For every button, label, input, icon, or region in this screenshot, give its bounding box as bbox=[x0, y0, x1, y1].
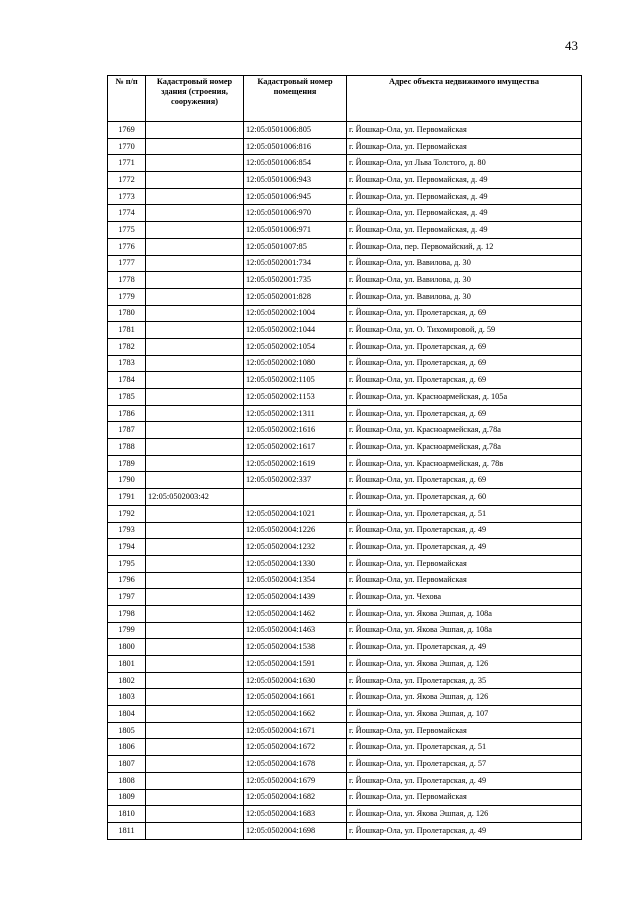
table-row bbox=[108, 639, 582, 656]
table-row bbox=[108, 656, 582, 673]
address: г. Йошкар-Ола, ул. Якова Эшпая, д. 126 bbox=[347, 656, 582, 673]
table-row bbox=[108, 405, 582, 422]
building-cadastral-number bbox=[146, 155, 244, 172]
building-cadastral-number bbox=[146, 272, 244, 289]
address: г. Йошкар-Ола, ул. Первомайская bbox=[347, 122, 582, 139]
building-cadastral-number bbox=[146, 238, 244, 255]
table-row bbox=[108, 455, 582, 472]
building-cadastral-number bbox=[146, 789, 244, 806]
building-cadastral-number bbox=[146, 372, 244, 389]
building-cadastral-number bbox=[146, 439, 244, 456]
row-number: 1798 bbox=[108, 605, 146, 622]
premises-cadastral-number: 12:05:0501006:945 bbox=[244, 188, 347, 205]
building-cadastral-number bbox=[146, 756, 244, 773]
building-cadastral-number bbox=[146, 405, 244, 422]
row-number: 1771 bbox=[108, 155, 146, 172]
row-number: 1797 bbox=[108, 589, 146, 606]
address: г. Йошкар-Ола, ул. Вавилова, д. 30 bbox=[347, 272, 582, 289]
row-number: 1779 bbox=[108, 288, 146, 305]
address: г. Йошкар-Ола, ул. Красноармейская, д. 78в bbox=[347, 455, 582, 472]
building-cadastral-number bbox=[146, 656, 244, 673]
table-row bbox=[108, 672, 582, 689]
building-cadastral-number bbox=[146, 205, 244, 222]
table-row bbox=[108, 338, 582, 355]
premises-cadastral-number: 12:05:0502004:1439 bbox=[244, 589, 347, 606]
premises-cadastral-number: 12:05:0502002:1105 bbox=[244, 372, 347, 389]
address: г. Йошкар-Ола, ул. Якова Эшпая, д. 107 bbox=[347, 706, 582, 723]
building-cadastral-number bbox=[146, 772, 244, 789]
address: г. Йошкар-Ола, ул. Пролетарская, д. 69 bbox=[347, 305, 582, 322]
address: г. Йошкар-Ола, ул. Первомайская, д. 49 bbox=[347, 222, 582, 239]
address: г. Йошкар-Ола, ул. Первомайская bbox=[347, 722, 582, 739]
address: г. Йошкар-Ола, ул. Вавилова, д. 30 bbox=[347, 255, 582, 272]
address: г. Йошкар-Ола, ул. Пролетарская, д. 51 bbox=[347, 739, 582, 756]
address: г. Йошкар-Ола, ул. Пролетарская, д. 69 bbox=[347, 472, 582, 489]
address: г. Йошкар-Ола, ул. Пролетарская, д. 57 bbox=[347, 756, 582, 773]
premises-cadastral-number: 12:05:0502004:1226 bbox=[244, 522, 347, 539]
address: г. Йошкар-Ола, ул. Пролетарская, д. 51 bbox=[347, 505, 582, 522]
premises-cadastral-number: 12:05:0502004:1683 bbox=[244, 806, 347, 823]
building-cadastral-number bbox=[146, 522, 244, 539]
premises-cadastral-number: 12:05:0501006:854 bbox=[244, 155, 347, 172]
row-number: 1787 bbox=[108, 422, 146, 439]
table-row bbox=[108, 322, 582, 339]
address: г. Йошкар-Ола, ул. Вавилова, д. 30 bbox=[347, 288, 582, 305]
address: г. Йошкар-Ола, ул. Пролетарская, д. 69 bbox=[347, 338, 582, 355]
premises-cadastral-number: 12:05:0502004:1330 bbox=[244, 555, 347, 572]
address: г. Йошкар-Ола, ул. Первомайская, д. 49 bbox=[347, 188, 582, 205]
building-cadastral-number bbox=[146, 389, 244, 406]
premises-cadastral-number: 12:05:0502004:1671 bbox=[244, 722, 347, 739]
row-number: 1796 bbox=[108, 572, 146, 589]
address: г. Йошкар-Ола, ул. Чехова bbox=[347, 589, 582, 606]
building-cadastral-number bbox=[146, 689, 244, 706]
row-number: 1777 bbox=[108, 255, 146, 272]
table-row bbox=[108, 522, 582, 539]
table-row bbox=[108, 589, 582, 606]
address: г. Йошкар-Ола, ул. Красноармейская, д.78а bbox=[347, 439, 582, 456]
table-row bbox=[108, 572, 582, 589]
table-row bbox=[108, 722, 582, 739]
row-number: 1778 bbox=[108, 272, 146, 289]
address: г. Йошкар-Ола, ул. Якова Эшпая, д. 126 bbox=[347, 806, 582, 823]
row-number: 1808 bbox=[108, 772, 146, 789]
row-number: 1788 bbox=[108, 439, 146, 456]
row-number: 1805 bbox=[108, 722, 146, 739]
table-row bbox=[108, 422, 582, 439]
building-cadastral-number bbox=[146, 822, 244, 839]
table-body bbox=[108, 122, 582, 840]
building-cadastral-number bbox=[146, 539, 244, 556]
row-number: 1801 bbox=[108, 656, 146, 673]
table-row bbox=[108, 706, 582, 723]
table-row bbox=[108, 806, 582, 823]
address: г. Йошкар-Ола, ул. Якова Эшпая, д. 108а bbox=[347, 622, 582, 639]
row-number: 1799 bbox=[108, 622, 146, 639]
row-number: 1776 bbox=[108, 238, 146, 255]
building-cadastral-number bbox=[146, 622, 244, 639]
address: г. Йошкар-Ола, ул. О. Тихомировой, д. 59 bbox=[347, 322, 582, 339]
table-row bbox=[108, 122, 582, 139]
building-cadastral-number bbox=[146, 122, 244, 139]
header-address: Адрес объекта недвижимого имущества bbox=[347, 76, 582, 122]
address: г. Йошкар-Ола, ул. Пролетарская, д. 35 bbox=[347, 672, 582, 689]
row-number: 1804 bbox=[108, 706, 146, 723]
table-row bbox=[108, 439, 582, 456]
premises-cadastral-number: 12:05:0501006:805 bbox=[244, 122, 347, 139]
table-row bbox=[108, 505, 582, 522]
address: г. Йошкар-Ола, ул. Якова Эшпая, д. 108а bbox=[347, 605, 582, 622]
address: г. Йошкар-Ола, ул. Пролетарская, д. 49 bbox=[347, 822, 582, 839]
row-number: 1800 bbox=[108, 639, 146, 656]
building-cadastral-number bbox=[146, 172, 244, 189]
premises-cadastral-number: 12:05:0502002:1617 bbox=[244, 439, 347, 456]
row-number: 1791 bbox=[108, 489, 146, 506]
table-row bbox=[108, 155, 582, 172]
premises-cadastral-number: 12:05:0501006:943 bbox=[244, 172, 347, 189]
building-cadastral-number bbox=[146, 138, 244, 155]
premises-cadastral-number: 12:05:0502002:1153 bbox=[244, 389, 347, 406]
building-cadastral-number bbox=[146, 338, 244, 355]
premises-cadastral-number: 12:05:0502004:1462 bbox=[244, 605, 347, 622]
premises-cadastral-number: 12:05:0502001:734 bbox=[244, 255, 347, 272]
building-cadastral-number bbox=[146, 422, 244, 439]
premises-cadastral-number: 12:05:0502001:735 bbox=[244, 272, 347, 289]
table-row bbox=[108, 789, 582, 806]
premises-cadastral-number: 12:05:0502004:1698 bbox=[244, 822, 347, 839]
premises-cadastral-number: 12:05:0502002:1619 bbox=[244, 455, 347, 472]
table-row bbox=[108, 772, 582, 789]
row-number: 1790 bbox=[108, 472, 146, 489]
premises-cadastral-number: 12:05:0502004:1679 bbox=[244, 772, 347, 789]
table-row bbox=[108, 255, 582, 272]
premises-cadastral-number: 12:05:0502004:1678 bbox=[244, 756, 347, 773]
table-header bbox=[108, 76, 582, 122]
row-number: 1784 bbox=[108, 372, 146, 389]
premises-cadastral-number: 12:05:0502004:1672 bbox=[244, 739, 347, 756]
building-cadastral-number: 12:05:0502003:42 bbox=[146, 489, 244, 506]
table-row bbox=[108, 389, 582, 406]
premises-cadastral-number: 12:05:0502004:1662 bbox=[244, 706, 347, 723]
premises-cadastral-number: 12:05:0502002:1616 bbox=[244, 422, 347, 439]
address: г. Йошкар-Ола, ул. Первомайская, д. 49 bbox=[347, 205, 582, 222]
premises-cadastral-number: 12:05:0502004:1232 bbox=[244, 539, 347, 556]
address: г. Йошкар-Ола, ул. Красноармейская, д.78а bbox=[347, 422, 582, 439]
table-row bbox=[108, 689, 582, 706]
building-cadastral-number bbox=[146, 288, 244, 305]
building-cadastral-number bbox=[146, 322, 244, 339]
table-row bbox=[108, 489, 582, 506]
table-row bbox=[108, 205, 582, 222]
row-number: 1789 bbox=[108, 455, 146, 472]
address: г. Йошкар-Ола, ул. Якова Эшпая, д. 126 bbox=[347, 689, 582, 706]
table-row bbox=[108, 822, 582, 839]
row-number: 1807 bbox=[108, 756, 146, 773]
premises-cadastral-number bbox=[244, 489, 347, 506]
premises-cadastral-number: 12:05:0502002:337 bbox=[244, 472, 347, 489]
address: г. Йошкар-Ола, ул. Пролетарская, д. 69 bbox=[347, 355, 582, 372]
table-row bbox=[108, 756, 582, 773]
building-cadastral-number bbox=[146, 739, 244, 756]
address: г. Йошкар-Ола, ул. Пролетарская, д. 49 bbox=[347, 639, 582, 656]
address: г. Йошкар-Ола, ул. Пролетарская, д. 60 bbox=[347, 489, 582, 506]
row-number: 1809 bbox=[108, 789, 146, 806]
premises-cadastral-number: 12:05:0502004:1463 bbox=[244, 622, 347, 639]
address: г. Йошкар-Ола, ул. Пролетарская, д. 49 bbox=[347, 522, 582, 539]
premises-cadastral-number: 12:05:0501006:970 bbox=[244, 205, 347, 222]
row-number: 1802 bbox=[108, 672, 146, 689]
building-cadastral-number bbox=[146, 639, 244, 656]
premises-cadastral-number: 12:05:0502004:1538 bbox=[244, 639, 347, 656]
building-cadastral-number bbox=[146, 222, 244, 239]
row-number: 1773 bbox=[108, 188, 146, 205]
row-number: 1783 bbox=[108, 355, 146, 372]
row-number: 1782 bbox=[108, 338, 146, 355]
header-number: № п/п bbox=[108, 76, 146, 122]
building-cadastral-number bbox=[146, 605, 244, 622]
building-cadastral-number bbox=[146, 672, 244, 689]
table-row bbox=[108, 272, 582, 289]
row-number: 1785 bbox=[108, 389, 146, 406]
table-row bbox=[108, 739, 582, 756]
premises-cadastral-number: 12:05:0502004:1354 bbox=[244, 572, 347, 589]
page-number: 43 bbox=[565, 38, 578, 53]
building-cadastral-number bbox=[146, 722, 244, 739]
building-cadastral-number bbox=[146, 255, 244, 272]
row-number: 1770 bbox=[108, 138, 146, 155]
building-cadastral-number bbox=[146, 305, 244, 322]
address: г. Йошкар-Ола, ул Льва Толстого, д. 80 bbox=[347, 155, 582, 172]
building-cadastral-number bbox=[146, 455, 244, 472]
premises-cadastral-number: 12:05:0502004:1661 bbox=[244, 689, 347, 706]
row-number: 1794 bbox=[108, 539, 146, 556]
table-row bbox=[108, 138, 582, 155]
row-number: 1775 bbox=[108, 222, 146, 239]
premises-cadastral-number: 12:05:0502004:1682 bbox=[244, 789, 347, 806]
address: г. Йошкар-Ола, ул. Красноармейская, д. 105а bbox=[347, 389, 582, 406]
address: г. Йошкар-Ола, пер. Первомайский, д. 12 bbox=[347, 238, 582, 255]
premises-cadastral-number: 12:05:0501006:971 bbox=[244, 222, 347, 239]
address: г. Йошкар-Ола, ул. Первомайская bbox=[347, 572, 582, 589]
address: г. Йошкар-Ола, ул. Первомайская bbox=[347, 138, 582, 155]
premises-cadastral-number: 12:05:0502002:1080 bbox=[244, 355, 347, 372]
table-row bbox=[108, 355, 582, 372]
table-row bbox=[108, 188, 582, 205]
address: г. Йошкар-Ола, ул. Первомайская bbox=[347, 555, 582, 572]
property-table bbox=[107, 75, 582, 840]
address: г. Йошкар-Ола, ул. Первомайская, д. 49 bbox=[347, 172, 582, 189]
header-row bbox=[108, 76, 582, 122]
table-row bbox=[108, 622, 582, 639]
table-row bbox=[108, 238, 582, 255]
address: г. Йошкар-Ола, ул. Пролетарская, д. 49 bbox=[347, 539, 582, 556]
table-row bbox=[108, 288, 582, 305]
header-building-cadastral: Кадастровый номер здания (строения, сооружения) bbox=[146, 76, 244, 122]
premises-cadastral-number: 12:05:0502004:1591 bbox=[244, 656, 347, 673]
premises-cadastral-number: 12:05:0502004:1630 bbox=[244, 672, 347, 689]
table-row bbox=[108, 305, 582, 322]
row-number: 1806 bbox=[108, 739, 146, 756]
row-number: 1769 bbox=[108, 122, 146, 139]
row-number: 1780 bbox=[108, 305, 146, 322]
row-number: 1774 bbox=[108, 205, 146, 222]
premises-cadastral-number: 12:05:0501007:85 bbox=[244, 238, 347, 255]
building-cadastral-number bbox=[146, 555, 244, 572]
premises-cadastral-number: 12:05:0502004:1021 bbox=[244, 505, 347, 522]
building-cadastral-number bbox=[146, 188, 244, 205]
table-row bbox=[108, 372, 582, 389]
row-number: 1810 bbox=[108, 806, 146, 823]
table-row bbox=[108, 222, 582, 239]
building-cadastral-number bbox=[146, 472, 244, 489]
building-cadastral-number bbox=[146, 706, 244, 723]
address: г. Йошкар-Ола, ул. Пролетарская, д. 69 bbox=[347, 405, 582, 422]
premises-cadastral-number: 12:05:0502002:1044 bbox=[244, 322, 347, 339]
premises-cadastral-number: 12:05:0501006:816 bbox=[244, 138, 347, 155]
table-row bbox=[108, 555, 582, 572]
address: г. Йошкар-Ола, ул. Первомайская bbox=[347, 789, 582, 806]
building-cadastral-number bbox=[146, 355, 244, 372]
row-number: 1792 bbox=[108, 505, 146, 522]
building-cadastral-number bbox=[146, 572, 244, 589]
table-row bbox=[108, 605, 582, 622]
table-row bbox=[108, 472, 582, 489]
premises-cadastral-number: 12:05:0502002:1311 bbox=[244, 405, 347, 422]
row-number: 1803 bbox=[108, 689, 146, 706]
premises-cadastral-number: 12:05:0502001:828 bbox=[244, 288, 347, 305]
building-cadastral-number bbox=[146, 589, 244, 606]
premises-cadastral-number: 12:05:0502002:1054 bbox=[244, 338, 347, 355]
table-row bbox=[108, 539, 582, 556]
address: г. Йошкар-Ола, ул. Пролетарская, д. 69 bbox=[347, 372, 582, 389]
header-premises-cadastral: Кадастровый номер помещения bbox=[244, 76, 347, 122]
premises-cadastral-number: 12:05:0502002:1004 bbox=[244, 305, 347, 322]
building-cadastral-number bbox=[146, 505, 244, 522]
building-cadastral-number bbox=[146, 806, 244, 823]
row-number: 1811 bbox=[108, 822, 146, 839]
row-number: 1795 bbox=[108, 555, 146, 572]
table-row bbox=[108, 172, 582, 189]
row-number: 1772 bbox=[108, 172, 146, 189]
row-number: 1793 bbox=[108, 522, 146, 539]
row-number: 1781 bbox=[108, 322, 146, 339]
row-number: 1786 bbox=[108, 405, 146, 422]
address: г. Йошкар-Ола, ул. Пролетарская, д. 49 bbox=[347, 772, 582, 789]
